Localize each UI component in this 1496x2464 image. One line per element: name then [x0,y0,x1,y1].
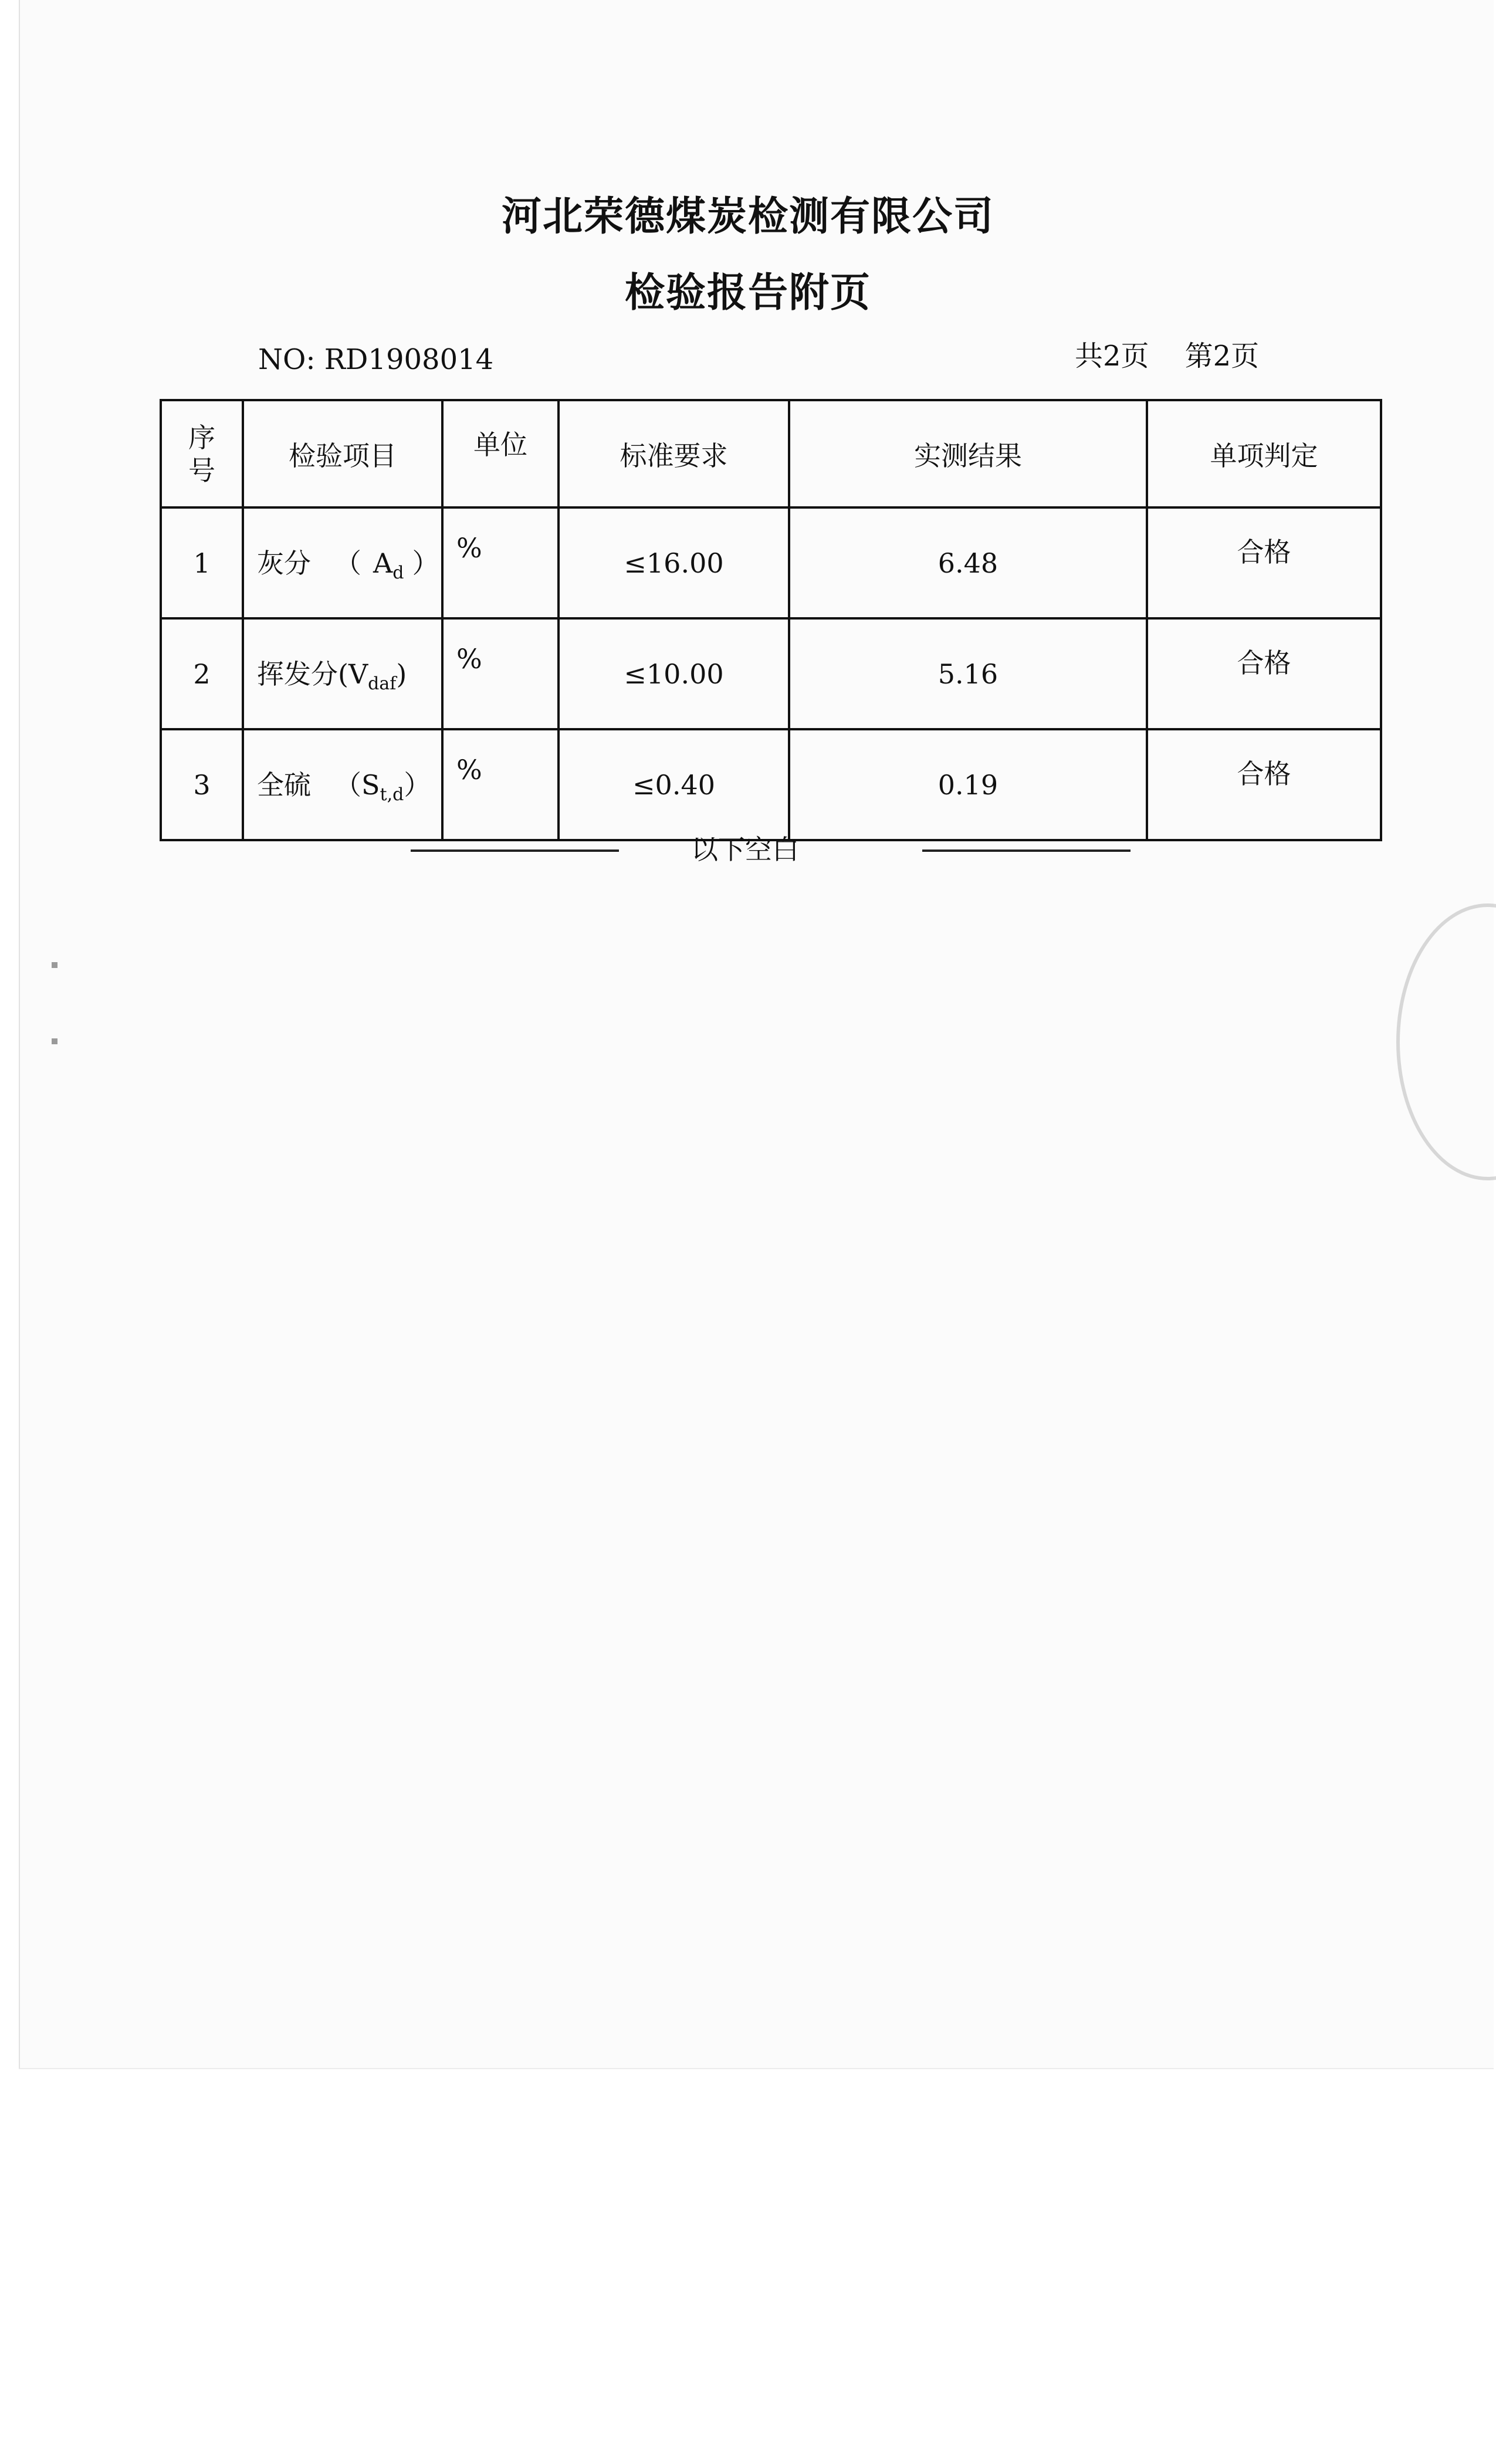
cell-unit: % [442,729,559,840]
cell-judgement: 合格 [1147,507,1381,618]
item-paren-open: （ [334,547,361,580]
table-row [161,618,1381,729]
cell-judgement: 合格 [1147,618,1381,729]
cell-item [243,729,442,840]
cell-result: 5.16 [789,618,1147,729]
header-seq-line2: 号 [188,454,215,486]
table-row [161,729,1381,840]
header-standard: 标准要求 [559,400,789,507]
blank-divider-left [411,849,619,852]
item-name: 全硫 [257,769,311,801]
page-indicator: 共2页 第2页 [1075,340,1260,373]
item-symbol: A [373,547,393,580]
header-result: 实测结果 [789,400,1147,507]
header-judgement: 单项判定 [1147,400,1381,507]
cell-result: 0.19 [789,729,1147,840]
item-paren-close: ） [404,769,431,801]
item-subscript: daf [368,673,397,695]
cell-seq: 3 [161,729,243,840]
cell-item [243,507,442,618]
cell-standard: ≤16.00 [559,507,789,618]
scan-mark [52,962,57,968]
cell-seq: 2 [161,618,243,729]
item-subscript: d [392,563,404,584]
cell-unit: % [442,618,559,729]
cell-standard: ≤0.40 [559,729,789,840]
header-item: 检验项目 [243,400,442,507]
company-name: 河北荣德煤炭检测有限公司 [501,194,994,240]
cell-seq: 1 [161,507,243,618]
item-name: 灰分 [257,547,311,580]
item-subscript: t,d [380,784,404,805]
cell-unit: % [442,507,559,618]
header-seq [161,400,243,507]
blank-note: 以下空白 [691,834,799,865]
results-table [160,399,1382,841]
cell-item [243,618,442,729]
item-name: 挥发分(V [257,658,368,691]
item-paren-close: ） [412,547,439,580]
cell-result: 6.48 [789,507,1147,618]
blank-divider-right [922,849,1131,852]
document-title: 检验报告附页 [624,270,871,316]
header-unit: 单位 [442,400,559,507]
cell-judgement: 合格 [1147,729,1381,840]
item-paren-open: （ [334,769,361,801]
item-paren-close: ) [396,658,407,691]
cell-standard: ≤10.00 [559,618,789,729]
table-row [161,507,1381,618]
report-number: NO: RD1908014 [258,343,494,376]
scan-mark [52,1038,57,1044]
item-symbol: S [361,769,380,801]
table-header-row [161,400,1381,507]
header-seq-line1: 序 [188,421,215,453]
